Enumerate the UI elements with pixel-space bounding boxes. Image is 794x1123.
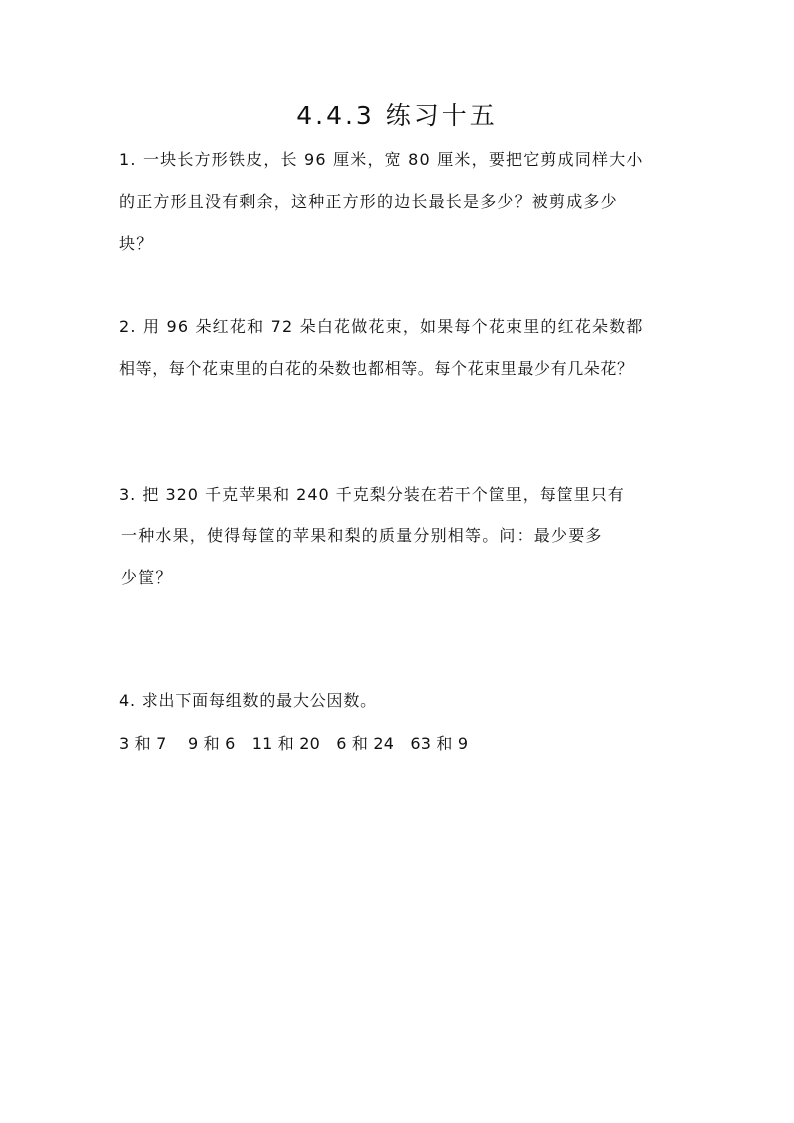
question-3-line-3: 少筐？ (121, 568, 173, 587)
question-4-line-1: 4. 求出下面每组数的最大公因数。 (119, 691, 377, 710)
question-3-line-1: 3. 把 320 千克苹果和 240 千克梨分装在若干个筐里，每筐里只有 (119, 485, 625, 504)
question-1-line-1: 1. 一块长方形铁皮，长 96 厘米，宽 80 厘米，要把它剪成同样大小 (119, 150, 644, 169)
question-3-line-2: 一种水果，使得每筐的苹果和梨的质量分别相等。问：最少要多 (121, 526, 603, 545)
question-2-line-2: 相等，每个花束里的白花的朵数也都相等。每个花束里最少有几朵花？ (119, 359, 634, 378)
question-1-line-3: 块？ (119, 234, 154, 253)
page-title: 4.4.3 练习十五 (296, 101, 498, 130)
question-2-line-1: 2. 用 96 朵红花和 72 朵白花做花束，如果每个花束里的红花朵数都 (119, 317, 644, 336)
question-1-line-2: 的正方形且没有剩余，这种正方形的边长最长是多少？被剪成多少 (119, 192, 618, 211)
question-4-number-groups: 3 和 7 9 和 6 11 和 20 6 和 24 63 和 9 (119, 734, 469, 753)
